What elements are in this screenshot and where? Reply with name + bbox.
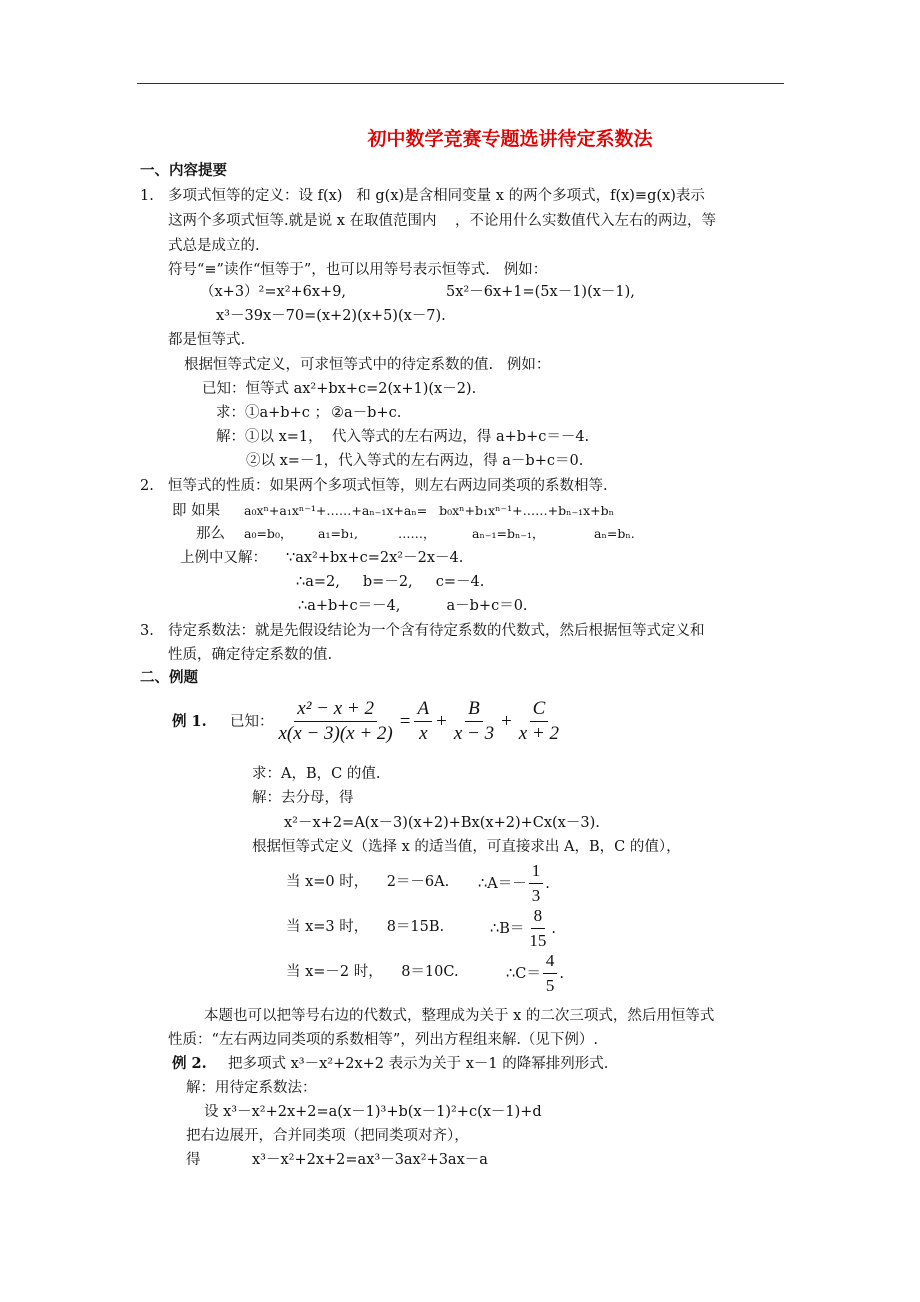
text-line: 那么 — [196, 526, 225, 542]
formula: 5x²－6x+1=(5x－1)(x－1), — [446, 284, 635, 300]
equals-sign: = — [399, 710, 411, 732]
section-heading-2: 二、例题 — [140, 669, 198, 686]
numerator: A — [414, 698, 432, 722]
text-line: 性质：“左右两边同类项的系数相等”，列出方程组来解.（见下例）. — [168, 1032, 599, 1048]
text-line: 求：①a+b+c ； — [216, 405, 329, 421]
text-line: 解：用待定系数法： — [186, 1080, 317, 1096]
result-label: ∴A＝－ — [478, 875, 527, 892]
fraction-a — [414, 698, 432, 745]
text-line: ②以 x=－1，代入等式的左右两边，得 a－b+c＝0. — [246, 453, 584, 469]
example-label: 例 2. — [172, 1055, 207, 1072]
numerator: 8 — [531, 905, 546, 929]
section-heading-1: 一、内容提要 — [140, 162, 227, 179]
formula: a₀=b₀， — [244, 526, 293, 541]
denominator: x — [419, 723, 428, 744]
result-label: ∴C＝ — [506, 965, 541, 982]
page-title: 初中数学竞赛专题选讲待定系数法 — [367, 128, 653, 150]
text-line: 根据恒等式定义（选择 x 的适当值，可直接求出 A，B，C 的值）， — [252, 839, 681, 855]
text-line: 符号“≡”读作“恒等于”，也可以用等号表示恒等式. 例如： — [168, 262, 548, 278]
plus-sign: + — [501, 710, 512, 732]
formula: aₙ₋₁=bₙ₋₁， — [472, 526, 545, 541]
fraction-lhs — [276, 698, 396, 745]
denominator: x(x − 3)(x + 2) — [278, 723, 393, 744]
text-line: 式总是成立的. — [168, 238, 260, 254]
formula: a₀xⁿ+a₁xⁿ⁻¹+……+aₙ₋₁x+aₙ= b₀xⁿ+b₁xⁿ⁻¹+……+bₙ₋₁x+bₙ — [244, 503, 615, 518]
period: . — [559, 965, 564, 982]
example-1-equation — [172, 698, 564, 745]
text-line: 上例中又解： — [180, 550, 267, 566]
result-b — [490, 905, 556, 952]
text-line: 解：①以 x=1， 代入等式的左右两边，得 a+b+c＝－4. — [216, 429, 590, 445]
formula: ∴a=2, b=－2, c=－4. — [296, 574, 485, 590]
text-line: ②a－b+c. — [331, 405, 402, 421]
denominator: x + 2 — [518, 723, 560, 744]
formula: ∵ax²+bx+c=2x²－2x－4. — [286, 550, 464, 566]
denominator: 15 — [529, 931, 547, 950]
result-a — [478, 860, 550, 907]
formula: 设 x³－x²+2x+2=a(x－1)³+b(x－1)²+c(x－1)+d — [204, 1104, 542, 1120]
item-number: 1. — [140, 188, 154, 204]
text-line: 多项式恒等的定义：设 f(x) 和 g(x)是含相同变量 x 的两个多项式，f(x)≡g(x)表示 — [168, 188, 705, 204]
text-line: 即 如果 — [172, 503, 221, 519]
text-line: 这两个多项式恒等.就是说 x 在取值范围内 ，不论用什么实数值代入左右的两边，等 — [168, 213, 716, 229]
formula: x³－x²+2x+2=ax³－3ax²+3ax－a — [252, 1152, 488, 1168]
text-line: 待定系数法：就是先假设结论为一个含有待定系数的代数式，然后根据恒等式定义和 — [168, 623, 705, 639]
item-number: 3. — [140, 623, 154, 639]
text-line: 已知：恒等式 ax²+bx+c=2(x+1)(x－2). — [202, 381, 477, 397]
text-line: 当 x=－2 时， 8＝10C. — [286, 964, 459, 980]
text-line: 性质，确定待定系数的值. — [168, 647, 333, 663]
text-line: 解：去分母，得 — [252, 790, 354, 806]
fraction — [526, 905, 549, 952]
formula: x²－x+2=A(x－3)(x+2)+Bx(x+2)+Cx(x－3). — [284, 815, 600, 831]
period: . — [551, 920, 556, 937]
denominator: x − 3 — [453, 723, 495, 744]
denominator: 5 — [545, 976, 555, 995]
formula: a₁=b₁, — [318, 526, 358, 541]
fraction-c — [516, 698, 562, 745]
result-label: ∴B＝ — [490, 920, 525, 937]
numerator: C — [530, 698, 549, 722]
numerator: B — [465, 698, 483, 722]
text-line: 求：A，B，C 的值. — [252, 766, 381, 782]
period: . — [545, 875, 550, 892]
numerator: 4 — [543, 950, 558, 974]
item-number: 2. — [140, 478, 154, 494]
fraction — [543, 950, 558, 997]
denominator: 3 — [531, 886, 541, 905]
formula: aₙ=bₙ. — [594, 526, 635, 541]
numerator: 1 — [529, 860, 544, 884]
fraction-b — [451, 698, 497, 745]
result-c — [506, 950, 564, 997]
text-line: 都是恒等式. — [168, 332, 246, 348]
numerator: x² − x + 2 — [294, 698, 377, 722]
text-line: 当 x=3 时， 8＝15B. — [286, 919, 445, 935]
formula: x³－39x－70=(x+2)(x+5)(x－7). — [216, 308, 446, 324]
fraction — [529, 860, 544, 907]
text-line: 把右边展开，合并同类项（把同类项对齐）， — [186, 1128, 469, 1144]
example-label: 例 1. — [172, 712, 207, 730]
formula: ……， — [398, 526, 436, 541]
text-line: 得 — [186, 1152, 201, 1168]
text-line: 根据恒等式定义，可求恒等式中的待定系数的值. 例如： — [184, 357, 551, 373]
formula: （x+3）²=x²+6x+9, — [200, 284, 347, 300]
formula: ∴a+b+c＝－4, a－b+c＝0. — [298, 598, 528, 614]
header-rule — [137, 83, 784, 84]
text-line: 恒等式的性质：如果两个多项式恒等，则左右两边同类项的系数相等. — [168, 478, 608, 494]
known-label: 已知： — [230, 713, 274, 730]
text-line: 本题也可以把等号右边的代数式，整理成为关于 x 的二次三项式，然后用恒等式 — [204, 1008, 715, 1024]
plus-sign: + — [436, 710, 447, 732]
text-line: 把多项式 x³－x²+2x+2 表示为关于 x－1 的降幂排列形式. — [228, 1056, 609, 1072]
text-line: 当 x=0 时， 2＝－6A. — [286, 874, 450, 890]
